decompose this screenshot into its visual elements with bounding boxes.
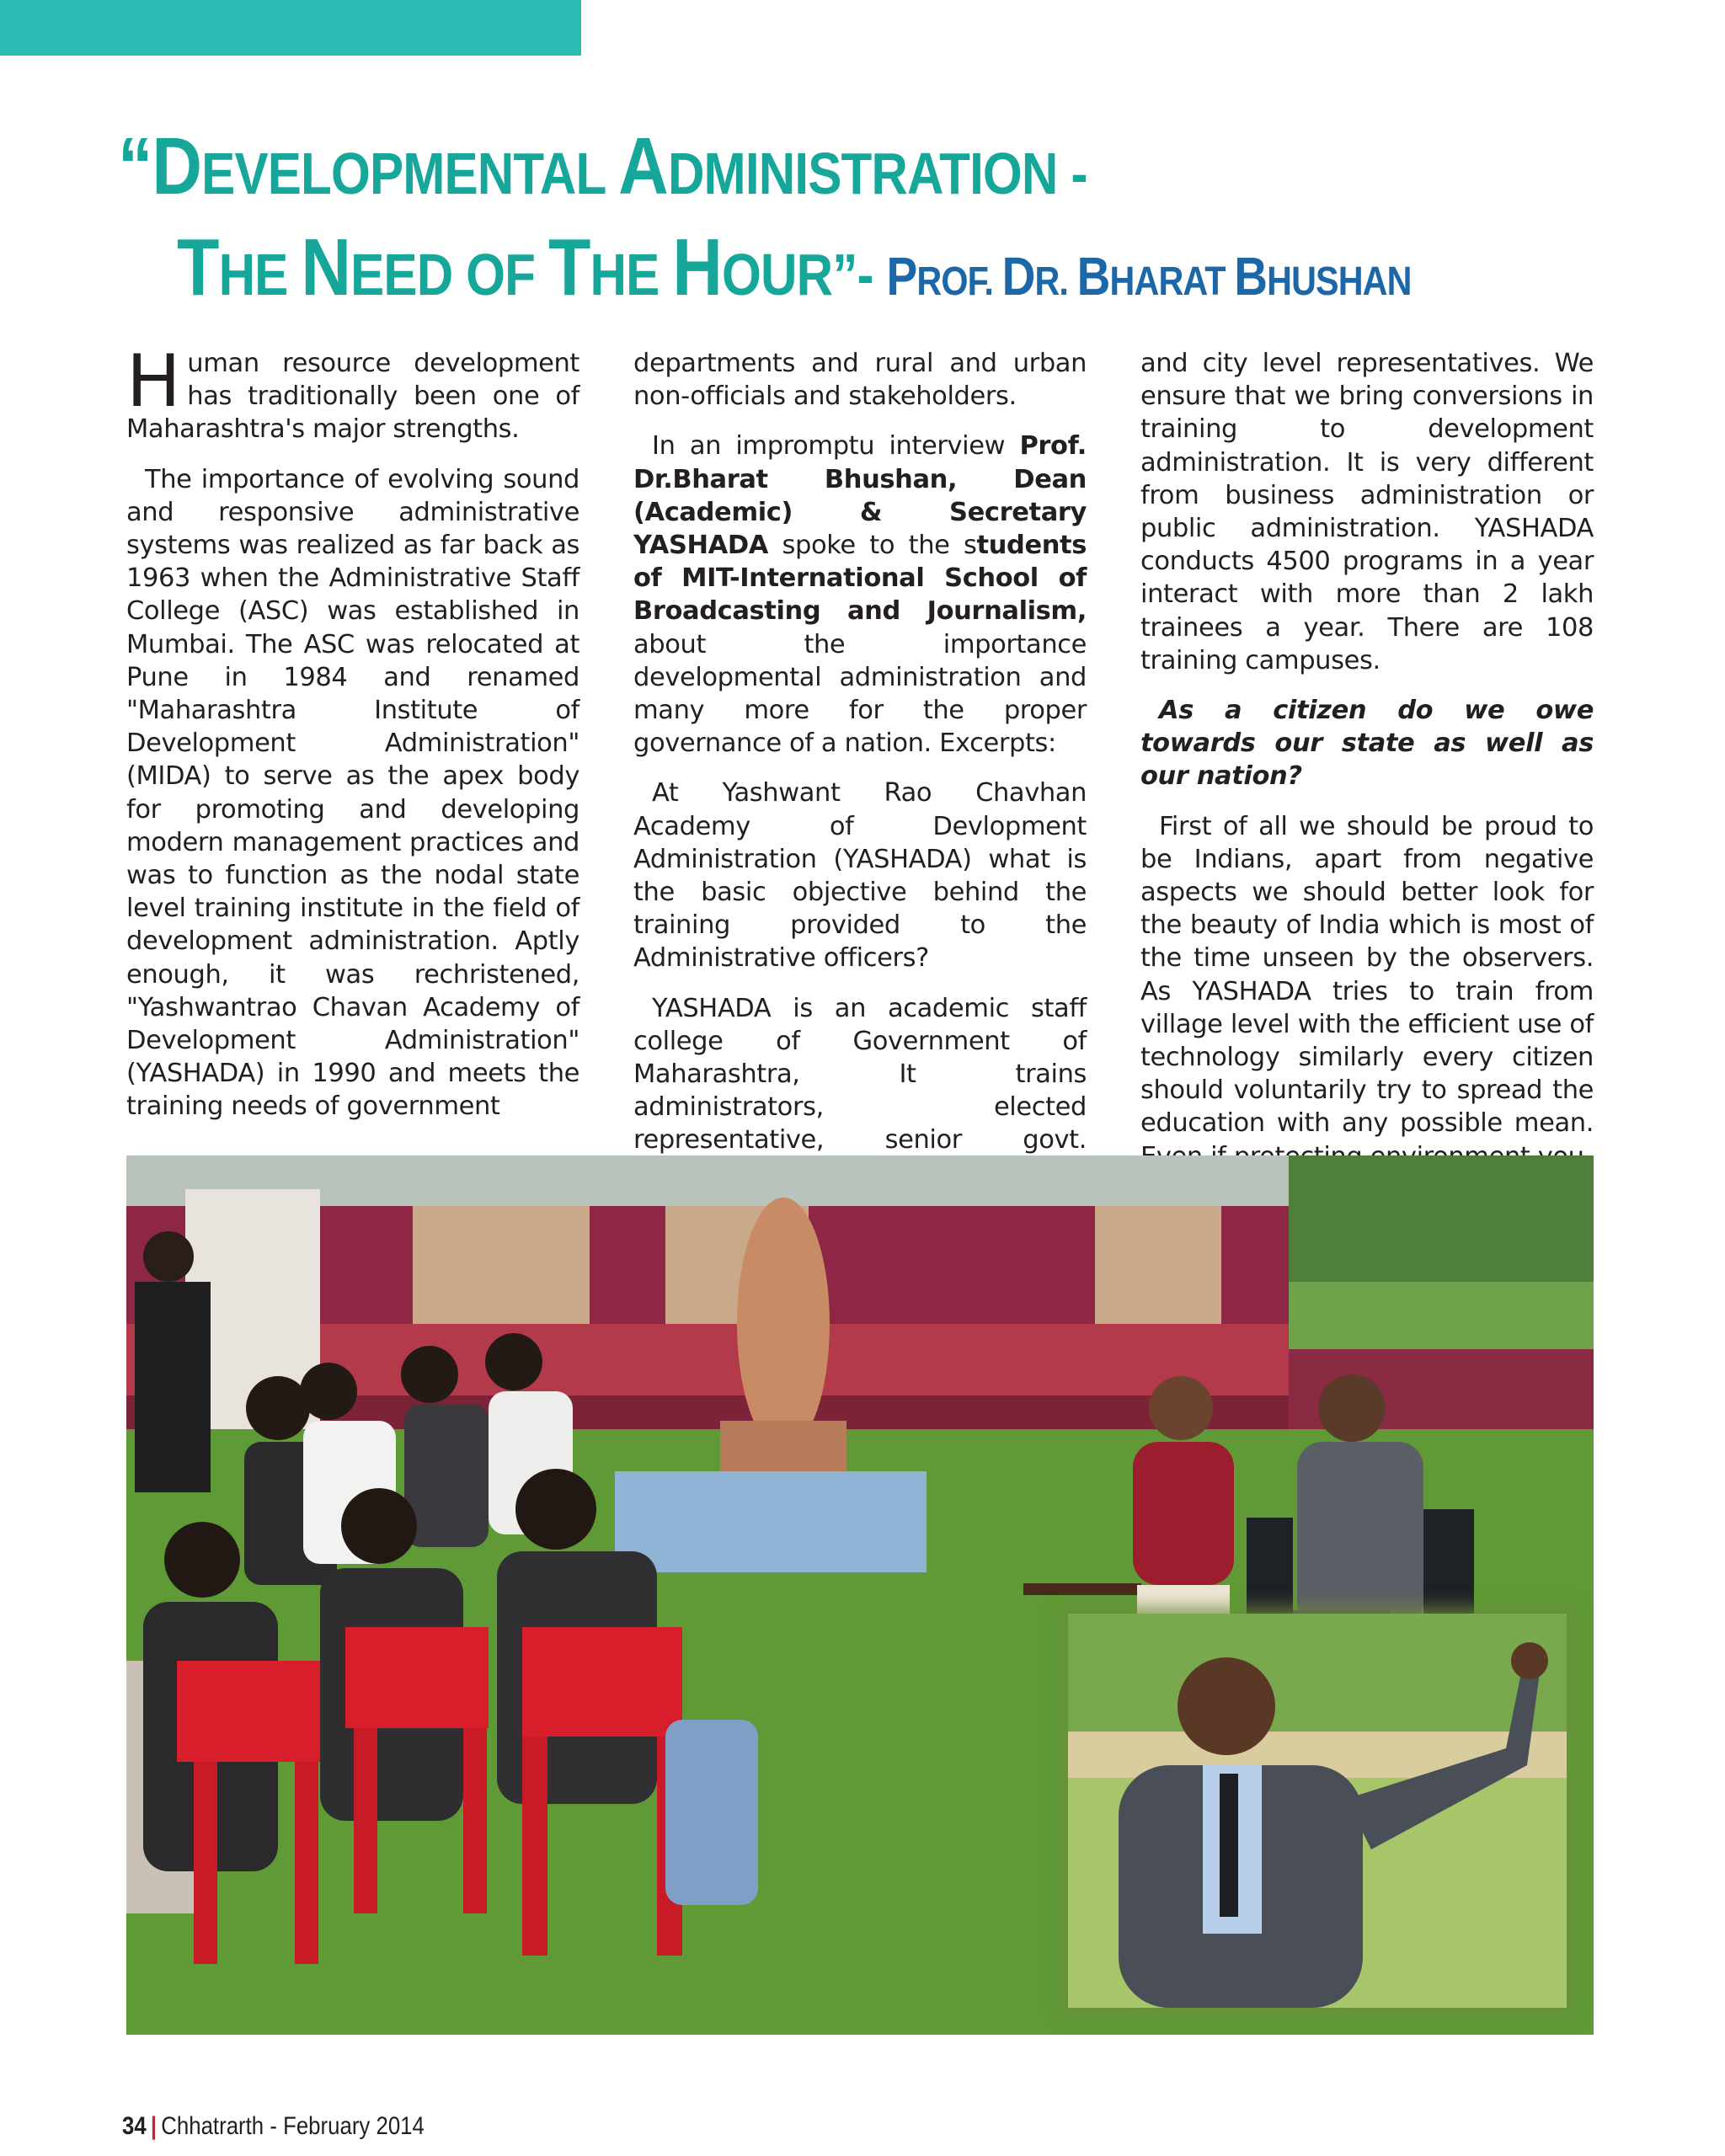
paragraph-text: In an impromptu interview [652,431,1020,462]
headline-glyphs: HE [218,242,302,307]
publication-name: Chhatrarth - February 2014 [161,2112,425,2140]
bold-school: tudents of MIT-International School of Broadcasting and Journalism, [633,531,1087,627]
headline-line-2-title [177,222,887,312]
interview-question: As a citizen do we owe towards our state as well as our nation? [1140,696,1594,792]
headline-glyphs: A [618,121,668,211]
headline-glyphs: N [301,222,351,312]
headline-glyphs: B [1234,246,1268,307]
inset-portrait-illustration [1068,1614,1567,2008]
article-column-2 [633,347,1087,1240]
headline-glyphs: R. [1034,259,1077,304]
headline-glyphs: EED OF [350,242,548,307]
paragraph: departments and rural and urban non-officials and stakeholders. [633,349,1087,412]
headline-glyphs: HARAT [1109,259,1235,304]
footer-separator: | [150,2112,158,2140]
top-accent-bar [0,0,581,56]
headline-line-1 [118,121,1087,211]
paragraph [126,339,579,446]
paragraph: First of all we should be proud to be Indians, apart from negative aspects we should better look for the beauty of India which is most of the time unseen by the observers. As YASHADA tries to train from village level with the efficient use of technology similarly every citizen should voluntarily try to spread the education with any possible mean. [1140,811,1594,1139]
headline-glyphs: HE [590,242,673,307]
paragraph [633,430,1087,760]
headline-glyphs: H [672,222,723,312]
article-column-1 [126,339,579,1140]
headline-glyphs: P [886,246,917,307]
headline-glyphs: DMINISTRATION - [667,141,1087,206]
drop-cap: H [126,339,181,424]
headline-glyphs: “ [118,121,152,211]
headline-line-2 [177,222,1412,312]
headline-glyphs: D [152,121,202,211]
bold-name: Prof. Dr.Bharat Bhushan, Dean (Academic) & Secretary YASHADA [633,431,1087,561]
page-footer [122,2112,425,2141]
headline-glyphs: D [1001,246,1035,307]
headline-glyphs: B [1076,246,1110,307]
headline-glyphs: T [547,222,590,312]
headline-glyphs: EVELOPMENTAL [201,141,619,206]
headline-glyphs: T [177,222,219,312]
inset-portrait-photo [1068,1614,1567,2008]
article-column-3 [1140,347,1594,1190]
paragraph-text: spoke to the s [768,531,977,561]
paragraph: YASHADA is an academic staff college of Government of Maharashtra, It trains administrators, elected representative, senior govt. [633,993,1087,1155]
byline [886,246,1412,307]
paragraph-text: about the importance developmental administration and many more for the proper governance of a nation. Excerpts: [633,629,1087,759]
headline-glyphs: ROF. [916,259,1002,304]
paragraph: The importance of evolving sound and responsive administrative systems was realized as far back as 1963 when the Administrative Staff College (ASC) was established in Mumbai. The ASC was relocated at Pune in 1984 and renamed "Maharashtra Institute of Development Administration" (MIDA) to serve as the apex body for promoting and developing modern management practices and was to function as the nodal state level training institute in the field of development administration. Aptly enough, it was rechristened, "Yashwantrao Chavan Academy of Development Administration" (YASHADA) in 1990 and meets the training needs of government [126,464,579,1122]
paragraph-text: uman resource development has traditionally been one of Maharashtra's major strengths. [126,349,579,445]
headline-glyphs: OUR”- [722,242,887,307]
interview-question: At Yashwant Rao Chavhan Academy of Devlopment Administration (YASHADA) what is the basic objective behind the training provided to the Administrative officers? [633,778,1087,974]
page-number: 34 [122,2112,147,2140]
headline-glyphs: HUSHAN [1267,259,1412,304]
paragraph: and city level representatives. We ensure that we bring conversions in training to development administration. It is very different from business administration or public administration. YASHADA conducts 4500 programs in a year interact with more than 2 lakh trainees a year. There are 108 training campuses. [1140,349,1594,675]
